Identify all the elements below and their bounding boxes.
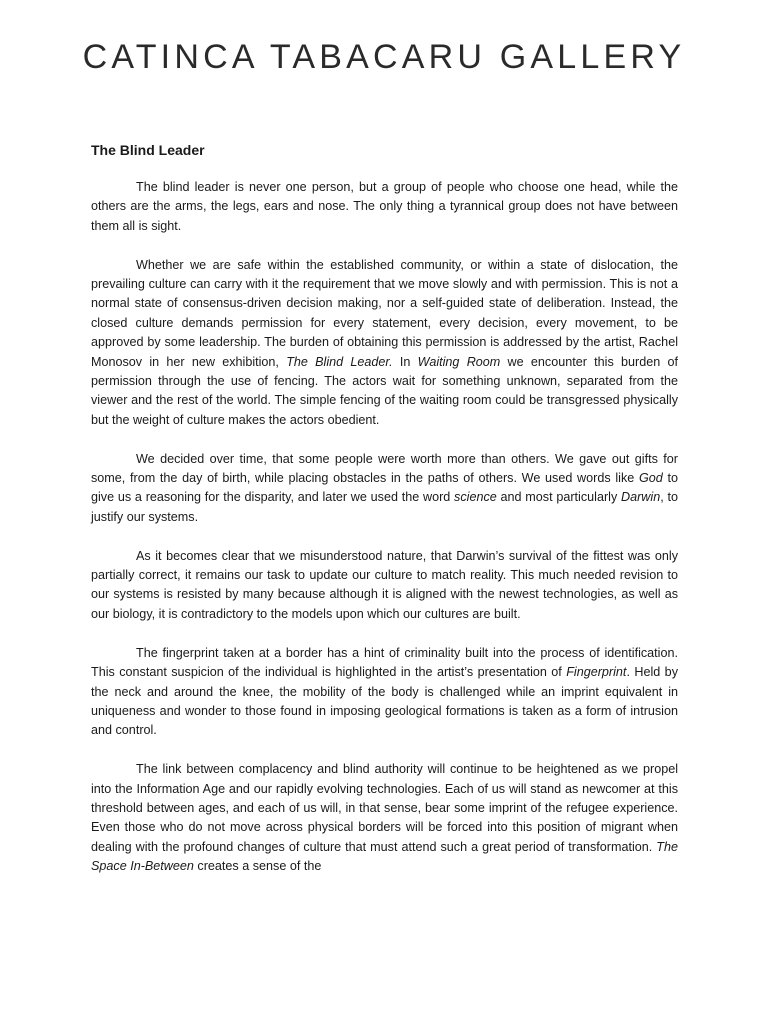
paragraph-text: Whether we are safe within the established community, or within a state of dislocation, the prevailing culture can carry with it the requirement that we move slowly and with permission. This is not a normal state of consensus-driven decision making, nor a self-guided state of deliberation. Instead, the closed culture demands permission for every statement, every decision, every movement, to be approved by some leadership. The burden of obtaining this permission is addressed by the artist, Rachel Monosov in her new exhibition, <box>91 257 678 369</box>
italic-title-text: Waiting Room <box>417 354 501 369</box>
essay-paragraph <box>91 450 678 528</box>
paragraph-text: As it becomes clear that we misunderstood nature, that Darwin’s survival of the fittest was only partially correct, it remains our task to update our culture to match reality. This much needed revision to our systems is resisted by many because although it is aligned with the newest technologies, as well as our biology, it is contradictory to the models upon which our cultures are built. <box>91 548 678 621</box>
paragraph-text: In <box>392 354 418 369</box>
paragraph-text: The blind leader is never one person, but a group of people who choose one head, while the others are the arms, the legs, ears and nose. The only thing a tyrannical group does not have between them all is sight. <box>91 180 678 233</box>
italic-title-text: science <box>454 490 497 505</box>
italic-title-text: God <box>638 471 663 486</box>
italic-title-text: The Blind Leader. <box>286 354 393 369</box>
essay-paragraph <box>91 760 678 876</box>
essay-body <box>91 140 678 896</box>
italic-title-text: The Space In-Between <box>91 839 678 874</box>
paragraph-text: creates a sense of the <box>193 859 322 874</box>
italic-title-text: Darwin <box>621 490 661 505</box>
paragraph-text: , to justify our systems. <box>91 490 678 524</box>
essay-paragraph <box>91 547 678 625</box>
paragraph-text: to give us a reasoning for the disparity, and later we used the word <box>91 471 678 505</box>
paragraph-text: We decided over time, that some people were worth more than others. We gave out gifts for some, from the day of birth, while placing obstacles in the paths of others. We used words like <box>91 451 678 486</box>
essay-paragraph <box>91 256 678 431</box>
gallery-masthead: CATINCA TABACARU GALLERY <box>82 38 686 76</box>
paragraph-text: The link between complacency and blind authority will continue to be heightened as we propel into the Information Age and our rapidly evolving technologies. Each of us will stand as newcomer at this threshold between ages, and each of us will, in that sense, bear some imprint of the refugee experience. Even those who do not move across physical borders will be forced into this position of migrant when dealing with the profound changes of culture that must attend such a great period of transformation. <box>91 762 678 854</box>
essay-paragraph <box>91 644 678 741</box>
paragraph-text: . Held by the neck and around the knee, the mobility of the body is challenged while an imprint equivalent in uniqueness and wonder to those found in imposing geological formations is taken as a form of intrusion and control. <box>91 665 678 738</box>
paragraph-text: The fingerprint taken at a border has a hint of criminality built into the process of identification. This constant suspicion of the individual is highlighted in the artist’s presentation of <box>91 645 678 680</box>
italic-title-text: Fingerprint <box>566 665 627 680</box>
essay-paragraph <box>91 178 678 236</box>
essay-paragraphs <box>91 178 678 877</box>
paragraph-text: we encounter this burden of permission through the use of fencing. The actors wait for something unknown, separated from the viewer and the rest of the world. The simple fencing of the waiting room could be transgressed physically but the weight of culture makes the actors obedient. <box>91 354 678 427</box>
essay-title: The Blind Leader <box>91 142 205 158</box>
paragraph-text: and most particularly <box>496 490 622 505</box>
